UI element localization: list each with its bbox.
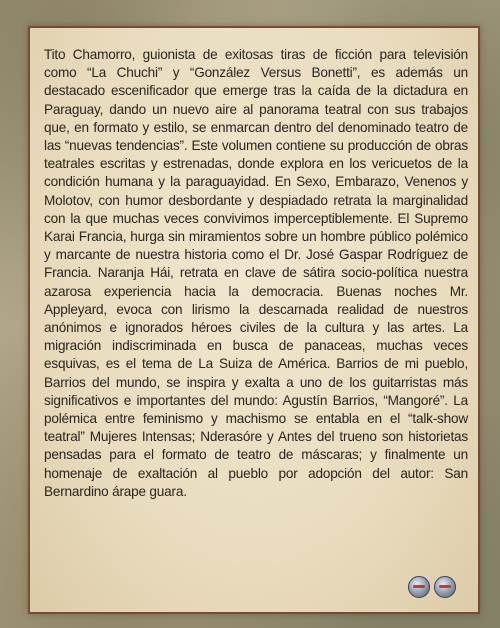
seal-badge-icon	[408, 576, 430, 598]
back-cover-panel	[28, 26, 480, 614]
publisher-badges	[408, 576, 456, 598]
synopsis-text: Tito Chamorro, guionista de exitosas tiras de ficción para televisión como “La Chuchi” y “González Versus Bonetti”, es además un destacado escenificador que emerge tras la caída de la dictadura en Paraguay, dando un nuevo aire al panorama teatral con sus trabajos que, en formato y estilo, se enmarcan dentro del denominado teatro de las “nuevas tendencias”. Este volumen contiene su producción de obras teatrales escritas y estrenadas, donde explora en los vericuetos de la condición humana y la paraguayidad. En Sexo, Embarazo, Venenos y Molotov, con humor desbordante y despiadado retrata la marginalidad con la que muchas veces convivimos imperceptiblemente. El Supremo Karai Francia, hurga sin miramientos sobre un hombre público polémico y marcante de nuestra historia como el Dr. José Gaspar Rodríguez de Francia. Naranja Hái, retrata en clave de sátira socio-política nuestra azarosa experiencia hacia la democracia. Buenas noches Mr. Appleyard, evoca con lirismo la descarnada realidad de nuestros anónimos e ignorados héroes civiles de la cultura y las artes. La migración indiscriminada en busca de panaceas, muchas veces esquivas, es el tema de La Suiza de América. Barrios de mi pueblo, Barrios del mundo, se inspira y exalta a uno de los guitarristas más significativos e importantes del mundo: Agustín Barrios, “Mangoré”. La polémica entre feminismo y machismo se entabla en el “talk-show teatral” Mujeres Intensas; Nderasóre y Antes del trueno son historietas pensadas para el formato de teatro de máscaras; y finalmente un homenaje de exaltación al pueblo por adopción del autor: San Bernardino árape guara.	[44, 47, 468, 499]
seal-badge-icon	[434, 576, 456, 598]
